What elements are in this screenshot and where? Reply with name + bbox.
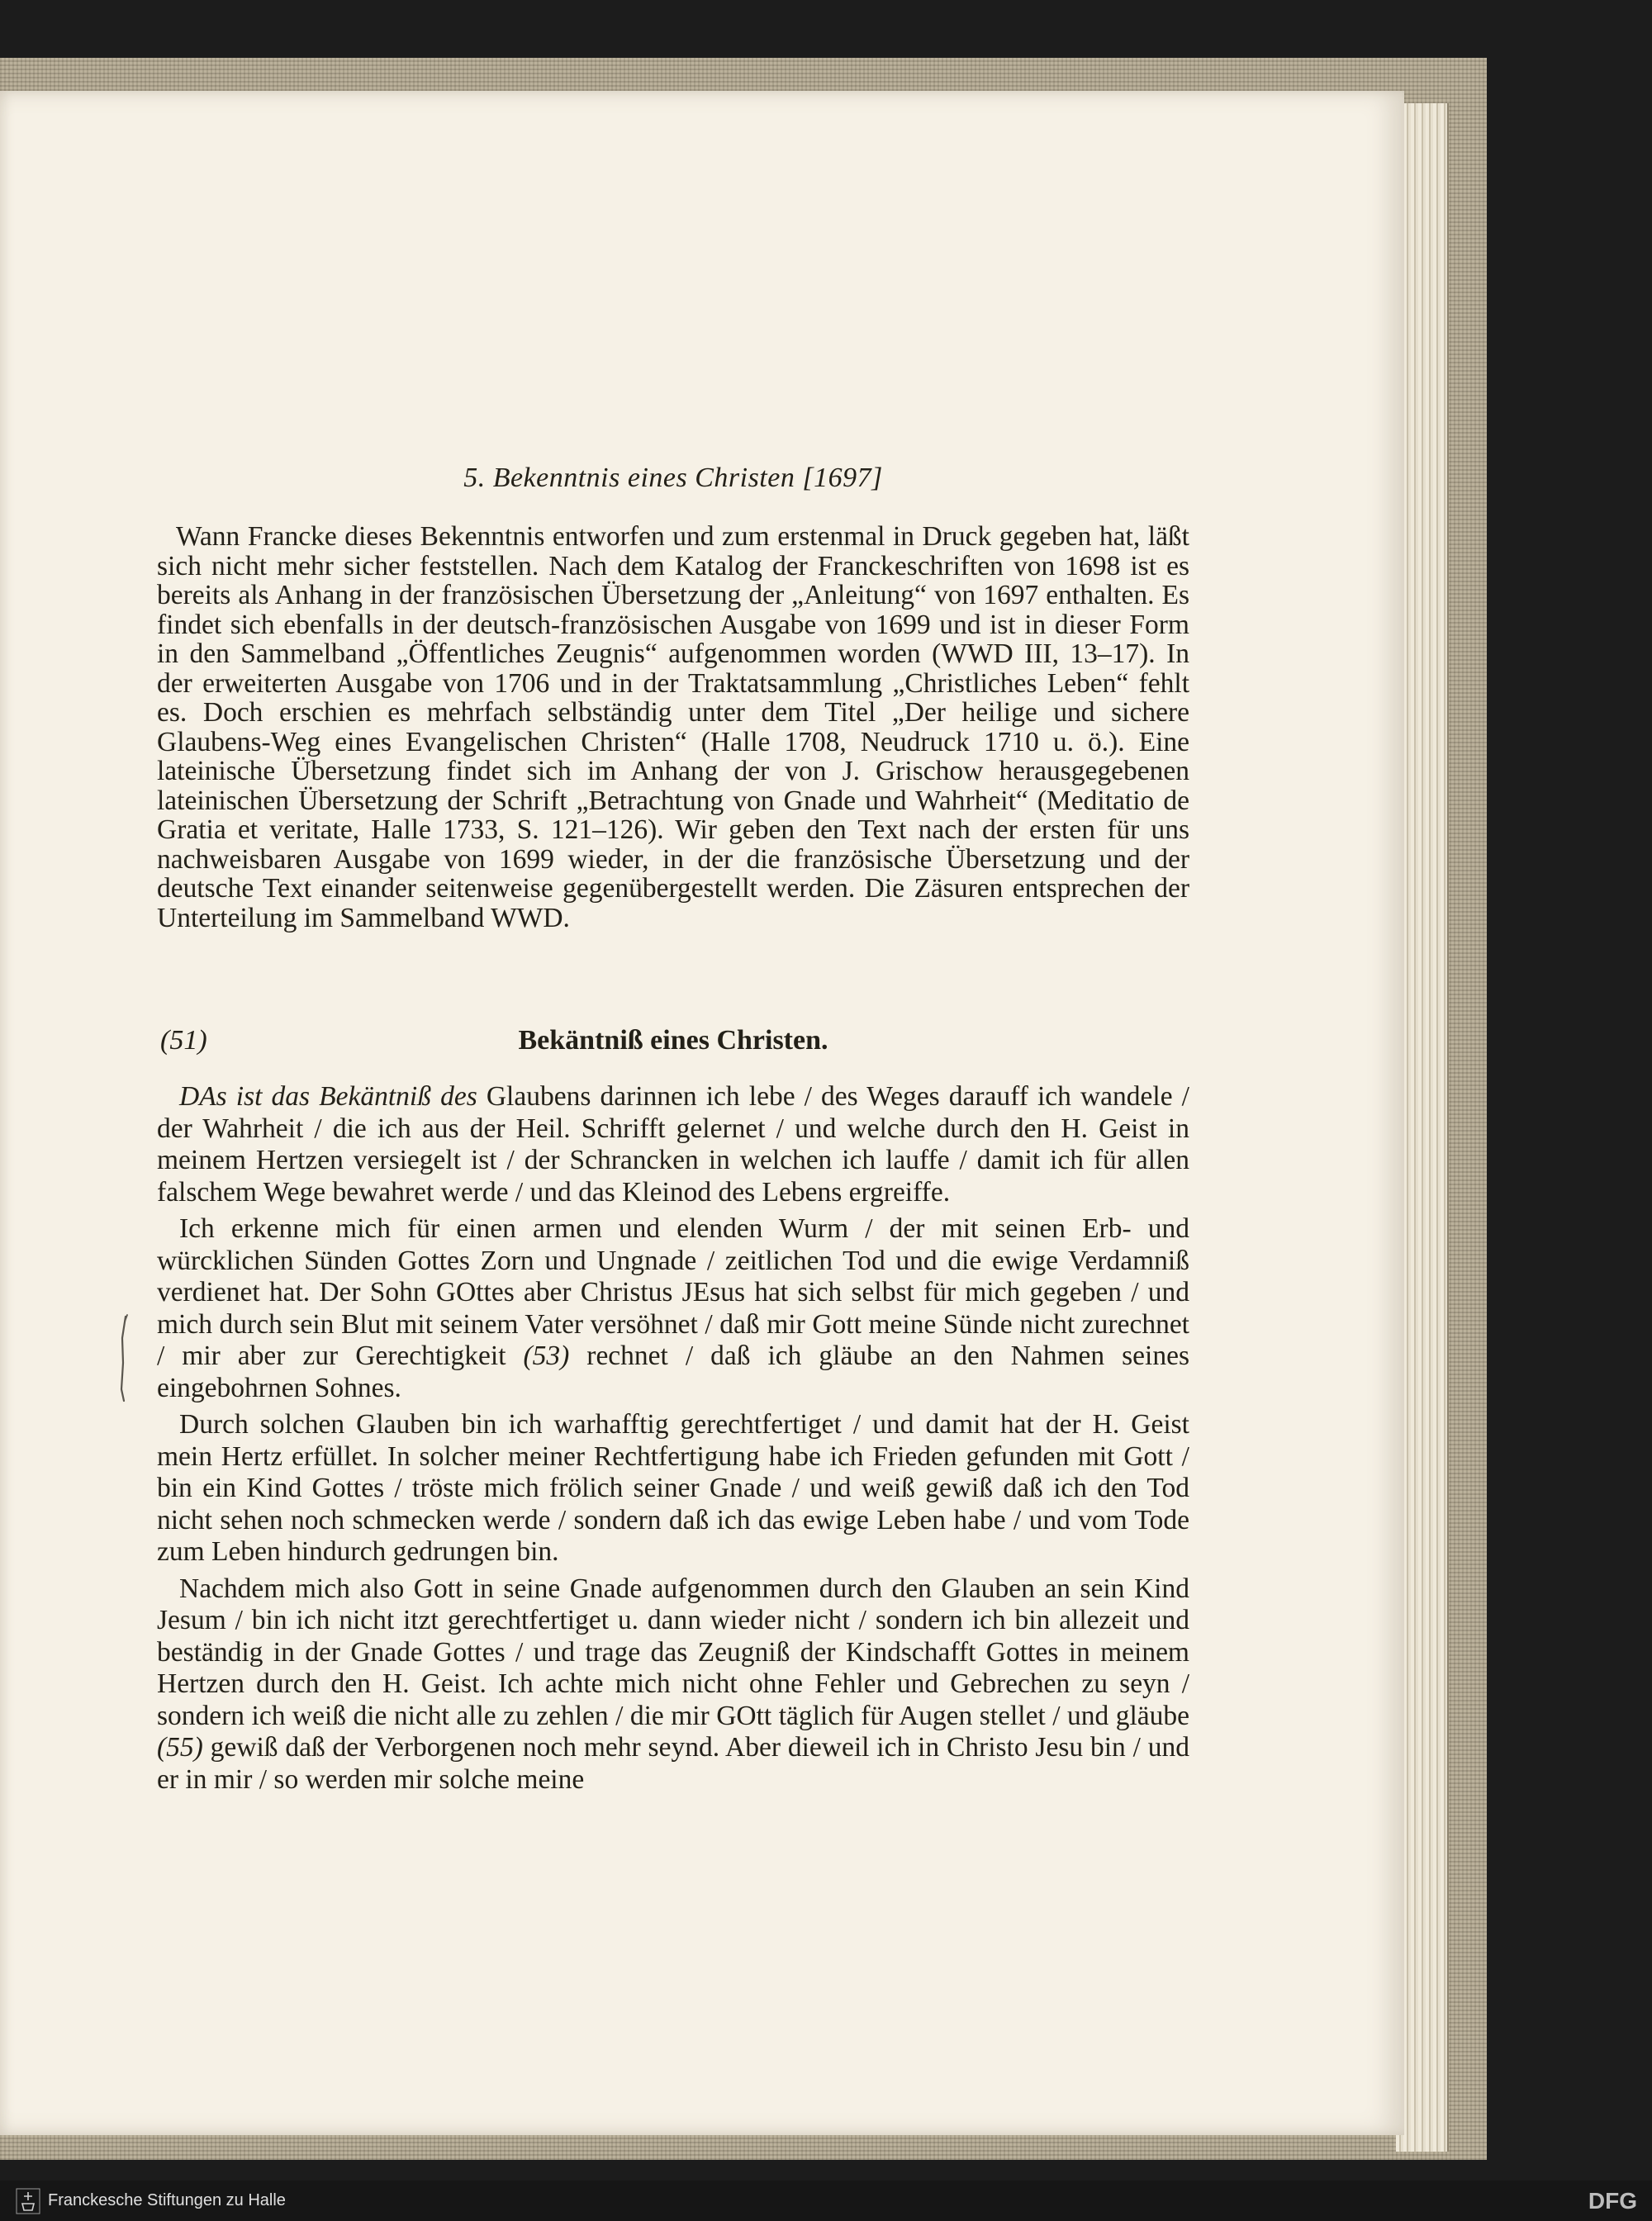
text-heading	[157, 1025, 1189, 1058]
margin-pencil-mark	[116, 1313, 132, 1404]
paragraph-2-text-a: Ich erkenne mich für einen armen und elenden Wurm / der mit seinen Erb- und würcklichen Sünden Gottes Zorn und Ungnade / zeitlichen Tod und die ewige Verdamniß verdienet hat. Der Sohn GOttes aber Christus JEsus hat sich selbst für mich gegeben / und mich durch sein Blut mit seinem Vater versöhnet / daß mir Gott meine Sünde nicht zurechnet / mir aber zur Gerechtigkeit	[157, 1213, 1189, 1371]
page-marker-53: (53)	[523, 1341, 570, 1371]
body-paragraph-2	[157, 1213, 1189, 1404]
body-paragraph-1	[157, 1081, 1189, 1208]
footer-bar	[0, 2181, 1652, 2221]
dfg-logo: DFG	[1588, 2188, 1637, 2214]
institution-name: Franckesche Stiftungen zu Halle	[48, 2191, 286, 2209]
opening-italic: DAs ist das Bekäntniß des	[179, 1081, 477, 1112]
paragraph-4-text-a: Nachdem mich also Gott in seine Gnade aufgenommen durch den Glauben an sein Kind Jesum / bin ich nicht itzt gerechtfertiget u. dann wieder nicht / sondern ich bin allezeit und beständig in der Gnade Gottes / und trage das Zeugniß der Kindschafft Gottes in meinem Hertzen durch den H. Geist. Ich achte mich nicht ohne Fehler und Gebrechen zu seyn / sondern ich weiß die nicht alle zu zehlen / die mir GOtt täglich für Augen stellet / und gläube	[157, 1573, 1189, 1731]
institution-logo-icon	[15, 2187, 41, 2215]
text-body	[157, 1081, 1189, 1796]
text-number: (51)	[160, 1025, 207, 1056]
section-heading: 5. Bekenntnis eines Christen [1697]	[463, 463, 883, 493]
body-paragraph-4	[157, 1573, 1189, 1796]
page-marker-55: (55)	[157, 1732, 203, 1763]
intro-block	[157, 522, 1189, 933]
paragraph-1-text: Glaubens darinnen ich lebe / des Weges darauff ich wandele / der Wahrheit / die ich aus der Heil. Schrifft gelernet / und welche durch den H. Geist in meinem Hertzen versiegelt ist / der Schrancken in welchen ich lauffe / damit ich für allen falschem Wege bewahret werde / und das Kleinod des Lebens ergreiffe.	[157, 1081, 1189, 1208]
body-paragraph-3: Durch solchen Glauben bin ich warhafftig gerechtfertiget / und damit hat der H. Geist mein Hertz erfüllet. In solcher meiner Rechtfertigung habe ich Frieden gefunden mit Gott / bin ein Kind Gottes / tröste mich frölich seiner Gnade / und weiß gewiß daß ich den Tod nicht sehen noch schmecken werde / sondern daß ich das ewige Leben habe / und vom Tode zum Leben hindurch gedrungen bin.	[157, 1409, 1189, 1567]
text-title: Bekäntniß eines Christen.	[518, 1025, 828, 1056]
paragraph-4-text-b: gewiß daß der Verborgenen noch mehr seynd. Aber dieweil ich in Christo Jesu bin / und er in mir / so werden mir solche meine	[157, 1732, 1189, 1795]
page-content	[157, 463, 1189, 1796]
paragraph-2-text-b: rechnet / daß ich gläube an den Nahmen seines eingebohrnen Sohnes.	[157, 1341, 1189, 1403]
intro-paragraph: Wann Francke dieses Bekenntnis entworfen und zum erstenmal in Druck gegeben hat, läßt sich nicht mehr sicher feststellen. Nach dem Katalog der Franckeschriften von 1698 ist es bereits als Anhang in der französischen Übersetzung der „Anleitung“ von 1697 enthalten. Es findet sich ebenfalls in der deutsch-französischen Ausgabe von 1699 und ist in dieser Form in den Sammelband „Öffentliches Zeugnis“ aufgenommen worden (WWD III, 13–17). In der erweiterten Ausgabe von 1706 und in der Traktatsammlung „Christliches Leben“ fehlt es. Doch erschien es mehrfach selbständig unter dem Titel „Der heilige und sichere Glaubens-Weg eines Evangelischen Christen“ (Halle 1708, Neudruck 1710 u. ö.). Eine lateinische Übersetzung findet sich im Anhang der von J. Grischow herausgegebenen lateinischen Übersetzung der Schrift „Betrachtung von Gnade und Wahrheit“ (Meditatio de Gratia et veritate, Halle 1733, S. 121–126). Wir geben den Text nach der ersten für uns nachweisbaren Ausgabe von 1699 wieder, in der die französische Übersetzung und der deutsche Text einander seitenweise gegenübergestellt werden. Die Zäsuren entsprechen der Unterteilung im Sammelband WWD.	[157, 521, 1189, 933]
